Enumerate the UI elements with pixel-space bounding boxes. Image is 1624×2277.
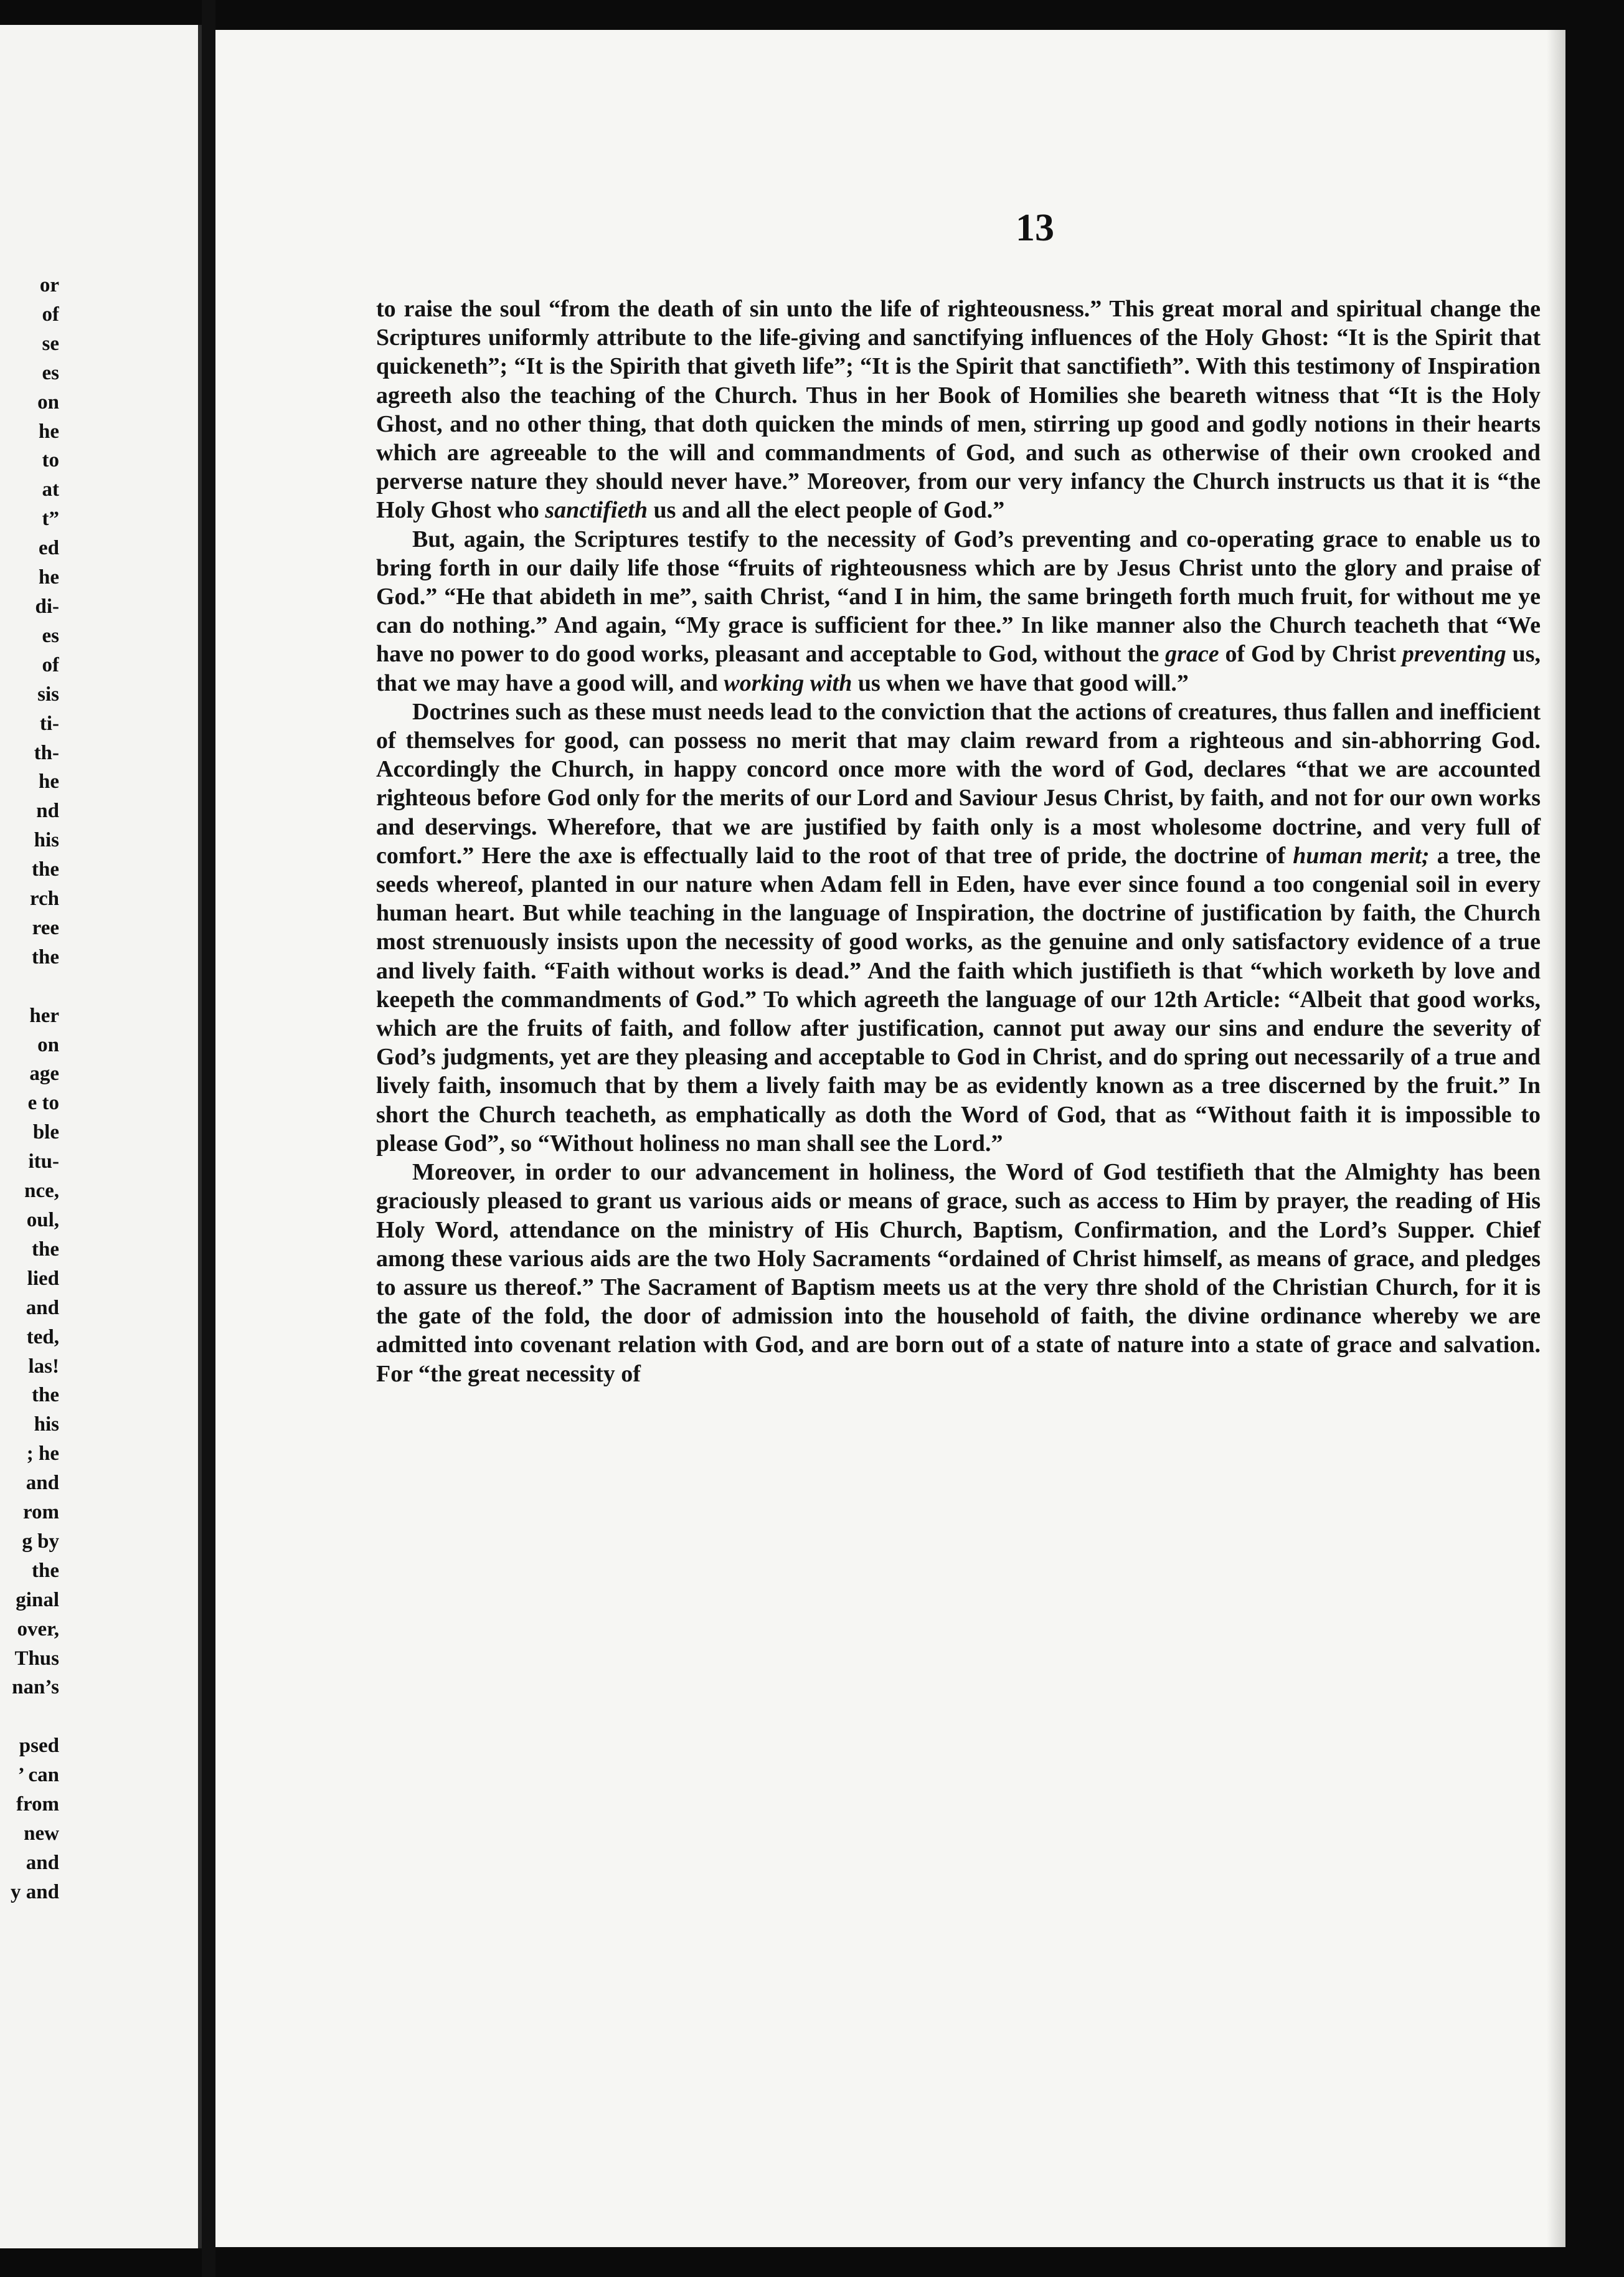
current-page	[215, 30, 1565, 2247]
previous-page-line-fragment: y and	[11, 1880, 59, 1903]
previous-page-line-fragment: on	[37, 1033, 59, 1056]
previous-page-line-fragment: nan’s	[12, 1676, 59, 1699]
previous-page-line-fragment: es	[42, 624, 59, 647]
book-gutter	[202, 0, 215, 2277]
previous-page-line-fragment: his	[34, 1413, 59, 1436]
previous-page-line-fragment: he	[39, 770, 59, 793]
text-run: us, that we may have a good will, and	[376, 641, 1541, 696]
previous-page-line-fragment: ree	[32, 916, 59, 939]
text-run: us when we have that good will.”	[852, 670, 1189, 696]
previous-page-line-fragment: he	[39, 420, 59, 443]
previous-page-line-fragment: to	[42, 449, 59, 472]
body-paragraph	[376, 1158, 1541, 1388]
previous-page-line-fragment: age	[29, 1063, 59, 1086]
previous-page-line-fragment: oul,	[26, 1208, 59, 1231]
previous-page-line-fragment: ’ can	[17, 1764, 59, 1787]
previous-page-line-fragment: nd	[36, 800, 59, 823]
page-edge-shadow	[1547, 30, 1565, 2247]
previous-page-line-fragment: he	[39, 566, 59, 589]
previous-page-line-fragment: t”	[42, 508, 59, 531]
previous-page-line-fragment: her	[29, 1004, 59, 1027]
previous-page-line-fragment: over,	[17, 1617, 59, 1640]
previous-page-line-fragment: or	[39, 274, 59, 296]
text-run: to raise the soul “from the death of sin unto the life of righteousness.” This great moral and spiritual change the Scriptures uniformly attribute to the life-giving and sanctifying influences of the Holy Ghost: “It is the Spirit that quickeneth”; “It is the Spirith that giveth life”; “It is the Spirit that sanctifieth”. With this testimony of Inspiration agreeth also the teaching of the Church. Thus in her Book of Homilies she beareth witness that “It is the Holy Ghost, and no other thing, that doth quicken the minds of men, stirring up good and godly notions in their hearts which are agreeable to the will and commandments of God, and such as otherwise of their own crooked and perverse nature they should never have.” Moreover, from our very infancy the Church instructs us that it is “the Holy Ghost who	[376, 296, 1541, 524]
previous-page-line-fragment: e to	[27, 1092, 59, 1115]
text-run: of God by Christ	[1219, 641, 1402, 668]
previous-page-line-fragment: rom	[22, 1501, 59, 1524]
previous-page-line-fragment: new	[24, 1822, 59, 1845]
text-run: Doctrines such as these must needs lead to the conviction that the actions of creatures, thus fallen and inefficient of themselves for good, can possess no merit that may claim reward from a righteous and sin-abhorring God. Accordingly the Church, in happy concord once more with the word of God, declares “that we are accounted righteous before God only for the merits of our Lord and Saviour Jesus Christ, by faith, and not for our own works and deservings. Wherefore, that we are justified by faith only is a most wholesome doctrine, and very full of comfort.” Here the axe is effectually laid to the root of that tree of pride, the doctrine of	[376, 698, 1541, 869]
body-paragraph	[376, 295, 1541, 525]
previous-page-line-fragment: ; he	[26, 1442, 59, 1465]
previous-page-line-fragment: his	[34, 829, 59, 852]
previous-page-line-fragment: ginal	[16, 1588, 59, 1611]
previous-page-line-fragment	[0, 972, 59, 1001]
previous-page-line-fragment: th-	[34, 741, 59, 764]
body-paragraph	[376, 698, 1541, 1158]
previous-page-line-fragment: and	[26, 1472, 59, 1495]
previous-page-line-fragment: and	[26, 1851, 59, 1874]
previous-page-line-fragment: the	[32, 1238, 59, 1261]
previous-page-line-fragment: es	[42, 361, 59, 384]
body-paragraph	[376, 525, 1541, 698]
text-run: a tree, the seeds whereof, planted in our nature when Adam fell in Eden, have ever since found a too congenial soil in every human heart. But while teaching in the language of Inspiration, the doctrine of justification by faith, the Church most strenuously insists upon the necessity of good works, as the genuine and only satisfactory evidence of a true and lively faith. “Faith without works is dead.” And the faith which justifieth is that “which worketh by love and keepeth the commandments of God.” To which agreeth the language of our 12th Article: “Albeit that good works, which are the fruits of faith, and follow after justification, cannot put away our sins and endure the severity of God’s judgments, yet are they pleasing and acceptable to God in Christ, and do spring out necessarily of a true and lively faith, insomuch that by them a lively faith may be as evidently known as a tree discerned by the fruit.” In short the Church teacheth, as emphatically as doth the Word of God, that as “Without faith it is impossible to please God”, so “Without holiness no man shall see the Lord.”	[376, 842, 1541, 1157]
previous-page-line-fragment: the	[32, 945, 59, 968]
italic-emphasis: working with	[724, 670, 852, 696]
previous-page-line-fragment: las!	[28, 1355, 59, 1378]
previous-page-line-fragment: di-	[35, 595, 59, 618]
previous-page-line-fragment	[0, 1702, 59, 1731]
previous-page-text-fragments	[0, 271, 59, 1907]
previous-page-line-fragment: and	[26, 1296, 59, 1319]
previous-page-line-fragment: from	[16, 1793, 59, 1816]
italic-emphasis: preventing	[1402, 641, 1506, 668]
previous-page-line-fragment: on	[37, 391, 59, 414]
previous-page-line-fragment: ed	[39, 537, 59, 560]
previous-page-line-fragment: ti-	[39, 712, 59, 735]
previous-page	[0, 25, 202, 2248]
page-body-text	[376, 295, 1541, 1388]
previous-page-line-fragment: the	[32, 1559, 59, 1582]
text-run: us and all the elect people of God.”	[648, 497, 1005, 524]
previous-page-line-fragment: ble	[32, 1121, 59, 1144]
previous-page-line-fragment: g by	[22, 1530, 59, 1553]
previous-page-line-fragment: Thus	[14, 1647, 59, 1670]
text-run: But, again, the Scriptures testify to the necessity of God’s preventing and co-operating grace to enable us to bring forth in our daily life those “fruits of righteousness which are by Jesus Christ unto the glory and praise of God.” “He that abideth in me”, saith Christ, “and I in him, the same bringeth forth much fruit, for without me ye can do nothing.” And again, “My grace is sufficient for thee.” In like manner also the Church teacheth that “We have no power to do good works, pleasant and acceptable to God, without the	[376, 526, 1541, 668]
previous-page-line-fragment: the	[32, 858, 59, 881]
previous-page-line-fragment: at	[42, 478, 59, 501]
text-run: Moreover, in order to our advancement in holiness, the Word of God testifieth that the Almighty has been graciously pleased to grant us various aids or means of grace, such as access to Him by prayer, the reading of His Holy Word, attendance on the ministry of His Church, Baptism, Confirmation, and the Lord’s Supper. Chief among these various aids are the two Holy Sacraments “ordained of Christ himself, as means of grace, and pledges to assure us thereof.” The Sacrament of Baptism meets us at the very thre shold of the Christian Church, for it is the gate of the fold, the door of admission into the household of faith, the divine ordinance whereby we are admitted into covenant relation with God, and are born out of a state of nature into a state of grace and salvation. For “the great necessity of	[376, 1159, 1541, 1387]
previous-page-line-fragment: lied	[27, 1267, 59, 1290]
previous-page-line-fragment: sis	[37, 683, 59, 706]
page-number: 13	[1016, 207, 1054, 249]
previous-page-line-fragment: psed	[19, 1735, 59, 1758]
previous-page-line-fragment: the	[32, 1384, 59, 1407]
previous-page-line-fragment: ted,	[26, 1325, 59, 1348]
previous-page-line-fragment: nce,	[24, 1180, 59, 1203]
previous-page-line-fragment: of	[42, 303, 59, 326]
italic-emphasis: human merit;	[1293, 842, 1430, 869]
italic-emphasis: sanctifieth	[545, 497, 648, 524]
previous-page-line-fragment: se	[42, 332, 59, 355]
previous-page-line-fragment: of	[42, 653, 59, 676]
previous-page-line-fragment: rch	[29, 888, 59, 911]
italic-emphasis: grace	[1165, 641, 1219, 668]
previous-page-line-fragment: itu-	[28, 1150, 59, 1173]
